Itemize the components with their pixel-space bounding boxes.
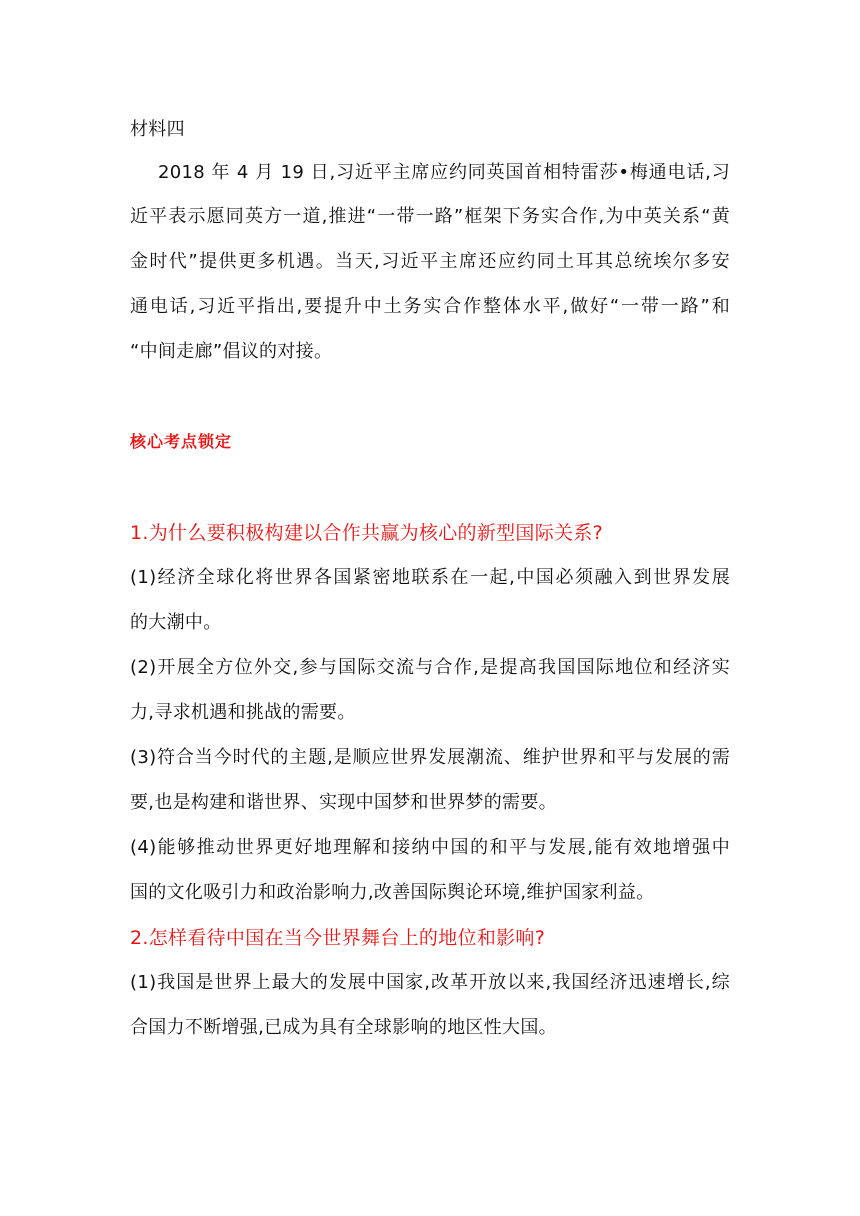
q1-point-4-line-2: 国的文化吸引力和政治影响力,改善国际舆论环境,维护国家利益。: [130, 882, 655, 903]
material-line-5: “中间走廊”倡议的对接。: [130, 341, 333, 362]
q1-point-4-line-1: (4)能够推动世界更好地理解和接纳中国的和平与发展,能有效地增强中: [130, 837, 730, 858]
material-line-3: 金时代”提供更多机遇。当天,习近平主席还应约同土耳其总统埃尔多安: [130, 251, 730, 272]
material-line-1: 2018 年 4 月 19 日,习近平主席应约同英国首相特雷莎•梅通电话,习: [158, 162, 730, 183]
q2-point-1-line-1: (1)我国是世界上最大的发展中国家,改革开放以来,我国经济迅速增长,综: [130, 972, 730, 993]
q1-point-2-line-1: (2)开展全方位外交,参与国际交流与合作,是提高我国国际地位和经济实: [130, 657, 730, 678]
question-1-title: 1.为什么要积极构建以合作共赢为核心的新型国际关系?: [130, 522, 604, 544]
q1-point-1-line-2: 的大潮中。: [130, 612, 222, 633]
q1-point-3-line-2: 要,也是构建和谐世界、实现中国梦和世界梦的需要。: [130, 792, 557, 813]
q1-point-3-line-1: (3)符合当今时代的主题,是顺应世界发展潮流、维护世界和平与发展的需: [130, 747, 730, 768]
q1-point-2-line-2: 力,寻求机遇和挑战的需要。: [130, 702, 356, 723]
material-line-2: 近平表示愿同英方一道,推进“一带一路”框架下务实合作,为中英关系“黄: [130, 206, 730, 227]
material-label: 材料四: [130, 119, 185, 140]
q2-point-1-line-2: 合国力不断增强,已成为具有全球影响的地区性大国。: [130, 1017, 557, 1038]
section-title: 核心考点锁定: [130, 432, 233, 451]
question-2-title: 2.怎样看待中国在当今世界舞台上的地位和影响?: [130, 927, 546, 949]
material-line-4: 通电话,习近平指出,要提升中土务实合作整体水平,做好“一带一路”和: [130, 296, 730, 317]
q1-point-1-line-1: (1)经济全球化将世界各国紧密地联系在一起,中国必须融入到世界发展: [130, 567, 730, 588]
